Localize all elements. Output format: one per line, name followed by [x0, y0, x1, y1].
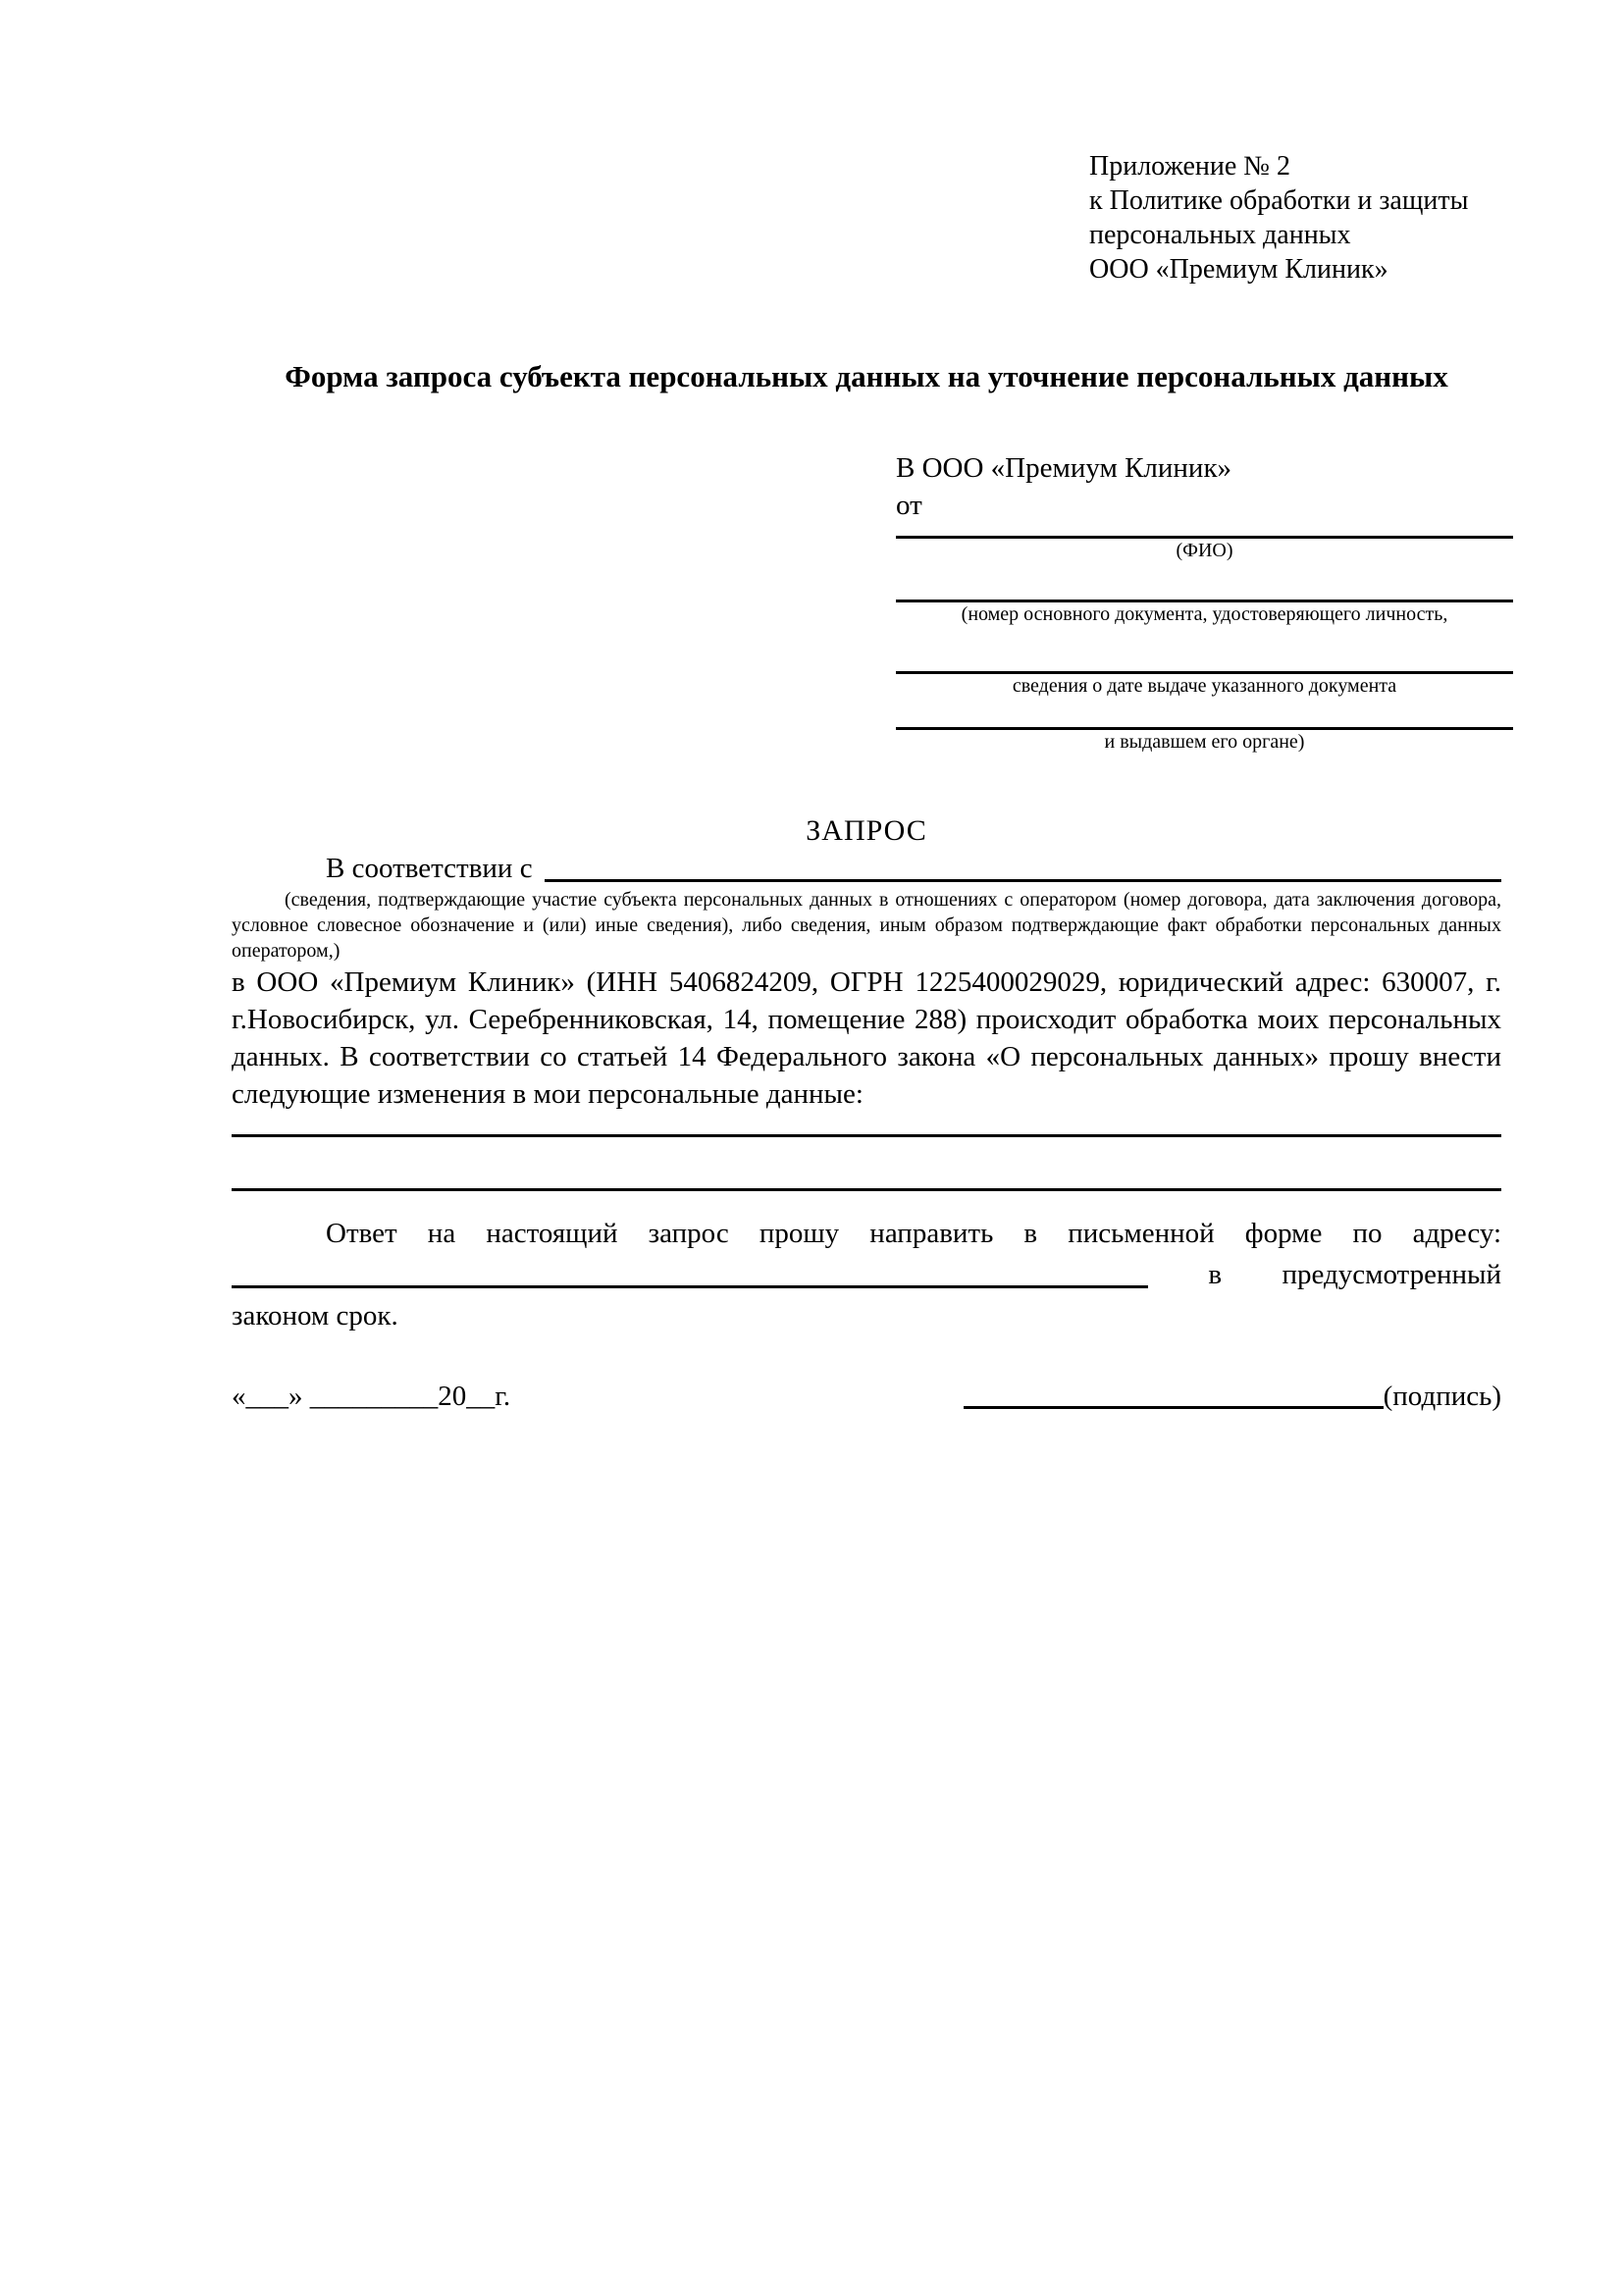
- address-fill-line[interactable]: [232, 1285, 1148, 1288]
- signature-area: [964, 1378, 1501, 1415]
- date-signature-row: [232, 1378, 1501, 1415]
- basis-row: [232, 850, 1501, 887]
- changes-fill-line-2[interactable]: [232, 1137, 1501, 1191]
- addressee-from-label: от: [896, 490, 922, 521]
- appendix-block: [1089, 149, 1501, 287]
- fio-fill-line[interactable]: [896, 524, 1513, 539]
- response-word-in: в: [1208, 1259, 1223, 1290]
- response-paragraph-line3: законом срок.: [232, 1300, 398, 1331]
- issuing-authority-fill-line[interactable]: [896, 698, 1513, 730]
- appendix-line: к Политике обработки и защиты: [1089, 185, 1469, 216]
- addressee-organization: В ООО «Премиум Клиник»: [896, 452, 1232, 484]
- fio-caption: (ФИО): [1176, 540, 1233, 561]
- appendix-line: персональных данных: [1089, 220, 1351, 250]
- changes-fill-line-1[interactable]: [232, 1113, 1501, 1137]
- basis-footnote: (сведения, подтверждающие участие субъекта персональных данных в отношениях с оператором (номер договора, дата заключения договора, условное словесное обозначение и (или) иные сведения), либо сведения, иным образом подтверждающие факт обработки персональных данных оператором,): [232, 889, 1501, 962]
- addressee-block: [896, 449, 1513, 754]
- response-word-due: предусмотренный: [1282, 1259, 1501, 1290]
- appendix-line: ООО «Премиум Клиник»: [1089, 254, 1388, 285]
- basis-intro-text: В соответствии с: [326, 853, 533, 884]
- response-address-row: [232, 1252, 1501, 1297]
- signature-fill-line[interactable]: [964, 1406, 1384, 1409]
- request-heading: ЗАПРОС: [806, 814, 927, 847]
- appendix-line: Приложение № 2: [1089, 151, 1290, 182]
- issuing-authority-caption: и выдавшем его органе): [1104, 731, 1305, 753]
- date-blank[interactable]: «___» _________20__г.: [232, 1381, 511, 1412]
- issue-date-fill-line[interactable]: [896, 626, 1513, 674]
- signature-caption: (подпись): [1383, 1381, 1501, 1412]
- basis-fill-line[interactable]: [545, 879, 1501, 882]
- page-content: [232, 149, 1501, 1415]
- document-title: Форма запроса субъекта персональных данных на уточнение персональных данных: [285, 359, 1448, 393]
- response-paragraph-line1: Ответ на настоящий запрос прошу направить в письменной форме по адресу:: [326, 1218, 1501, 1249]
- issue-date-caption: сведения о дате выдаче указанного документа: [1012, 675, 1397, 697]
- document-number-caption: (номер основного документа, удостоверяющего личность,: [961, 603, 1448, 625]
- document-number-fill-line[interactable]: [896, 562, 1513, 602]
- request-body-paragraph: в ООО «Премиум Клиник» (ИНН 5406824209, ОГРН 1225400029029, юридический адрес: 630007, г. г.Новосибирск, ул. Серебренниковская, 14, помещение 288) происходит обработка моих персональных данных. В соответствии со статьей 14 Федерального закона «О персональных данных» прошу внести следующие изменения в мои персональные данные:: [232, 966, 1501, 1110]
